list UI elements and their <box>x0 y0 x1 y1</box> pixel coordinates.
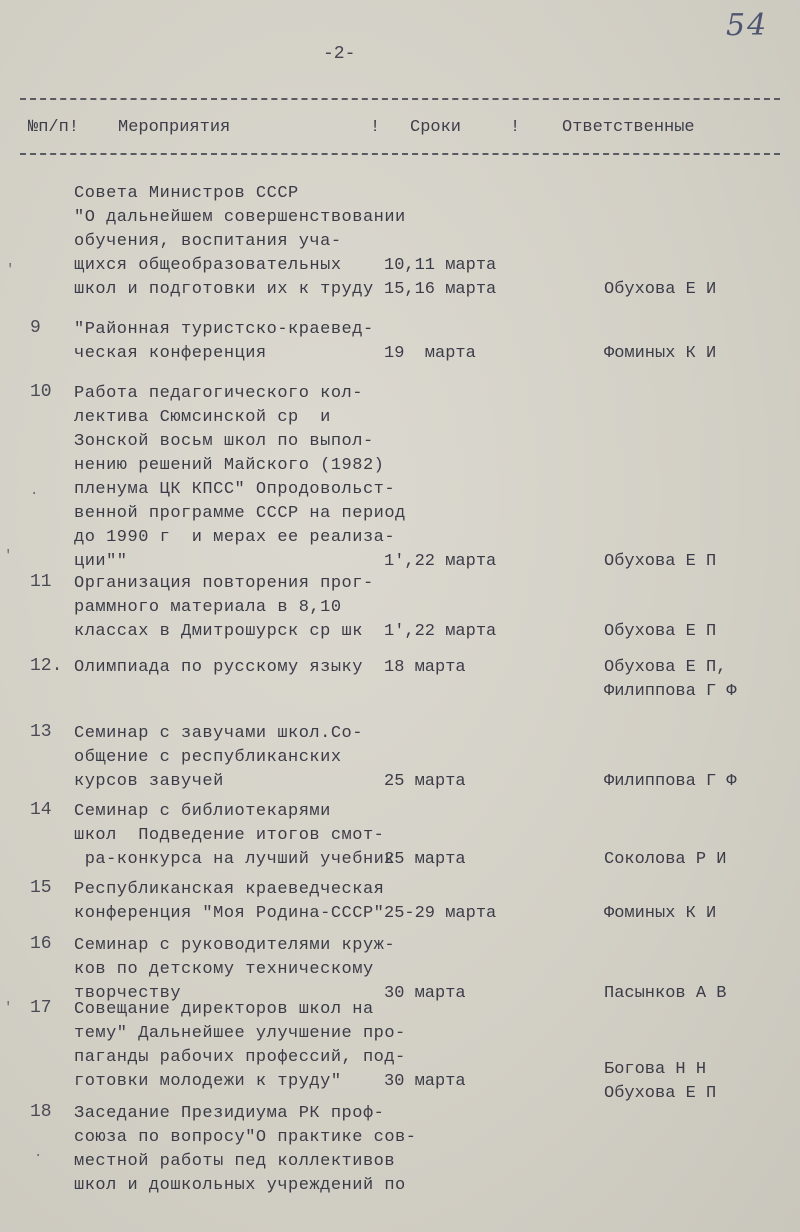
margin-mark: ' <box>4 548 13 564</box>
activity-line: Совещание директоров школ на <box>74 1000 374 1019</box>
date-cell: 1',22 марта <box>384 622 497 641</box>
header-bottom-rule <box>20 153 780 155</box>
margin-mark: · <box>34 1148 43 1164</box>
responsible-cell: Богова Н Н <box>604 1060 707 1079</box>
activity-text <box>74 382 406 574</box>
responsible-cell: Фоминых К И <box>604 344 717 363</box>
row-number: 16 <box>30 934 52 954</box>
responsible-cell: Соколова Р И <box>604 850 727 869</box>
activity-line: венной программе СССР на период <box>74 504 406 523</box>
responsible-cell: Обухова Е П <box>604 622 717 641</box>
responsible-cell: Пасынков А В <box>604 984 727 1003</box>
header-activity: Мероприятия <box>118 118 231 137</box>
activity-line: Семинар с библиотекарями <box>74 802 331 821</box>
activity-line: Работа педагогического кол- <box>74 384 363 403</box>
activity-line: до 1990 г и мерах ее реализа- <box>74 528 396 547</box>
activity-line: Олимпиада по русскому языку <box>74 658 363 677</box>
activity-line: обучения, воспитания уча- <box>74 232 342 251</box>
responsible-cell: Обухова Е П, <box>604 658 727 677</box>
activity-line: союза по вопросу"О практике сов- <box>74 1128 417 1147</box>
activity-line: раммного материала в 8,10 <box>74 598 342 617</box>
activity-line: Совета Министров СССР <box>74 184 299 203</box>
activity-text <box>74 656 363 680</box>
responsible-cell: Фоминых К И <box>604 904 717 923</box>
row-number: 13 <box>30 722 52 742</box>
header-dates: Сроки <box>410 118 462 137</box>
activity-line: пленума ЦК КПСС" Опродовольст- <box>74 480 396 499</box>
date-cell: 25-29 марта <box>384 904 497 923</box>
activity-line: ции"" <box>74 552 128 571</box>
responsible-cell: Обухова Е И <box>604 280 717 299</box>
row-number: 9 <box>30 318 41 338</box>
activity-text <box>74 722 363 794</box>
row-number: 15 <box>30 878 52 898</box>
activity-text <box>74 1102 416 1198</box>
activity-line: Организация повторения прог- <box>74 574 374 593</box>
row-number: 10 <box>30 382 52 402</box>
activity-line: готовки молодежи к труду" <box>74 1072 342 1091</box>
activity-line: щихся общеобразовательных <box>74 256 342 275</box>
responsible-cell: Филиппова Г Ф <box>604 682 737 701</box>
activity-text <box>74 934 395 1006</box>
activity-line: паганды рабочих профессий, под- <box>74 1048 406 1067</box>
responsible-cell: Филиппова Г Ф <box>604 772 737 791</box>
activity-text <box>74 572 374 644</box>
row-number: 17 <box>30 998 52 1018</box>
activity-line: Зонской восьм школ по выпол- <box>74 432 374 451</box>
activity-text <box>74 182 406 302</box>
date-cell: 18 марта <box>384 658 466 677</box>
margin-mark: ' <box>6 262 15 278</box>
date-cell: 25 марта <box>384 850 466 869</box>
activity-line: тему" Дальнейшее улучшение про- <box>74 1024 406 1043</box>
activity-line: местной работы пед коллективов <box>74 1152 396 1171</box>
activity-line: ра-конкурса на лучший учебник <box>74 850 396 869</box>
activity-line: ков по детскому техническому <box>74 960 374 979</box>
responsible-cell: Обухова Е П <box>604 1084 717 1103</box>
activity-line: классах в Дмитрошурск ср шк <box>74 622 363 641</box>
responsible-cell: Обухова Е П <box>604 552 717 571</box>
activity-line: школ и подготовки их к труду <box>74 280 374 299</box>
date-cell: 1',22 марта <box>384 552 497 571</box>
activity-line: "Районная туристско-краевед- <box>74 320 374 339</box>
activity-line: нению решений Майского (1982) <box>74 456 385 475</box>
activity-line: общение с республиканских <box>74 748 342 767</box>
activity-line: курсов завучей <box>74 772 224 791</box>
activity-line: школ Подведение итогов смот- <box>74 826 385 845</box>
activity-line: лектива Сюмсинской ср и <box>74 408 331 427</box>
date-cell: 10,11 марта <box>384 256 497 275</box>
header-separator: ! <box>510 118 521 137</box>
margin-mark: · <box>30 486 39 502</box>
date-cell: 30 марта <box>384 1072 466 1091</box>
activity-line: "О дальнейшем совершенствовании <box>74 208 406 227</box>
page-number: -2- <box>323 44 356 64</box>
date-cell: 19 марта <box>384 344 476 363</box>
date-cell: 30 марта <box>384 984 466 1003</box>
activity-line: Республиканская краеведческая <box>74 880 385 899</box>
header-top-rule <box>20 98 780 100</box>
activity-line: Заседание Президиума РК проф- <box>74 1104 385 1123</box>
activity-line: Семинар с завучами школ.Со- <box>74 724 363 743</box>
activity-line: школ и дошкольных учреждений по <box>74 1176 406 1195</box>
date-cell: 25 марта <box>384 772 466 791</box>
row-number: 18 <box>30 1102 52 1122</box>
activity-text <box>74 800 395 872</box>
date-cell: 15,16 марта <box>384 280 497 299</box>
folio-number: 54 <box>726 8 769 43</box>
header-responsible: Ответственные <box>562 118 695 137</box>
header-num: №п/п! <box>28 118 80 137</box>
row-number: 11 <box>30 572 52 592</box>
activity-text <box>74 318 374 366</box>
margin-mark: ' <box>4 1000 13 1016</box>
header-separator: ! <box>370 118 381 137</box>
row-number: 14 <box>30 800 52 820</box>
activity-text <box>74 878 384 926</box>
activity-line: Семинар с руководителями круж- <box>74 936 396 955</box>
activity-text <box>74 998 406 1094</box>
activity-line: творчеству <box>74 984 182 1003</box>
row-number: 12. <box>30 656 63 676</box>
activity-line: конференция "Моя Родина-СССР" <box>74 904 385 923</box>
activity-line: ческая конференция <box>74 344 267 363</box>
